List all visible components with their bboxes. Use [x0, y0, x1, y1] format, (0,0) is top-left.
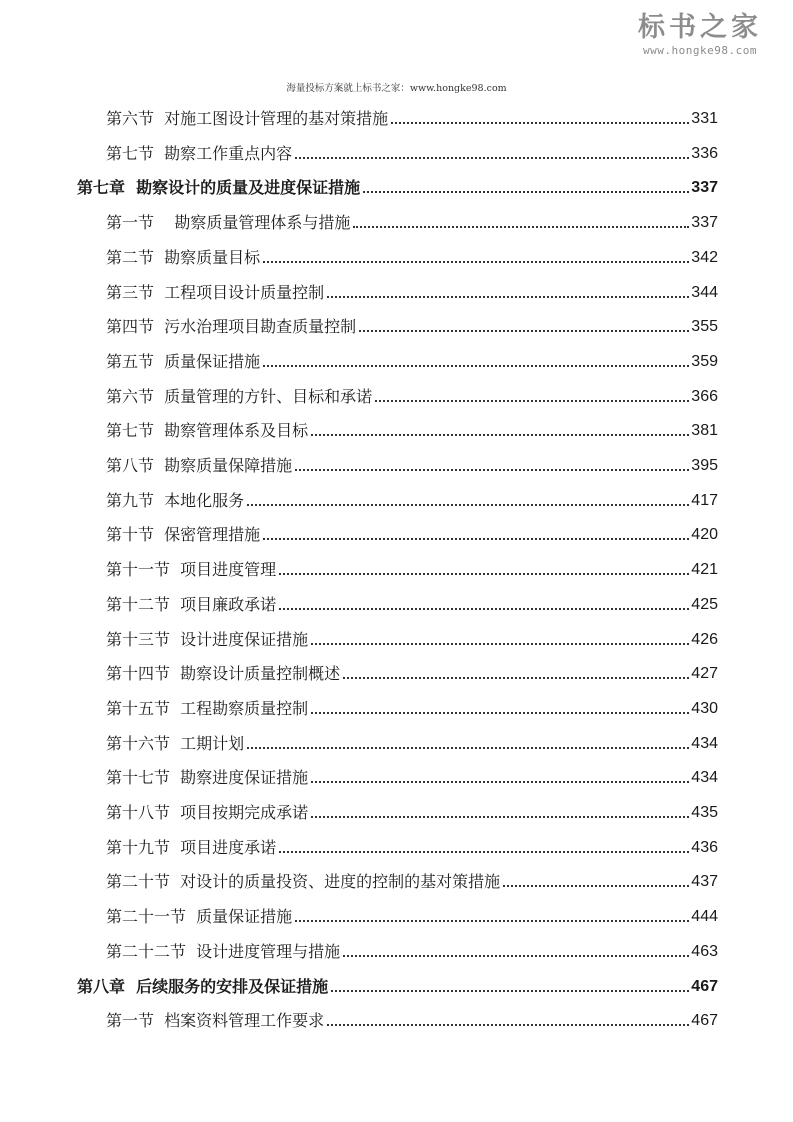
- toc-page-number: 467: [691, 977, 718, 995]
- toc-section-row[interactable]: [106, 653, 718, 685]
- toc-dot-leader: [311, 781, 689, 783]
- toc-page-number: 430: [691, 699, 718, 717]
- toc-dot-leader: [343, 955, 689, 957]
- toc-dot-leader: [295, 157, 689, 159]
- toc-page-number: 417: [691, 491, 718, 509]
- toc-dot-leader: [295, 469, 689, 471]
- toc-entry-title: 第三节 工程项目设计质量控制: [106, 282, 325, 302]
- toc-section-row[interactable]: [106, 619, 718, 651]
- toc-dot-leader: [353, 226, 689, 228]
- toc-entry-title: 第十三节 设计进度保证措施: [106, 629, 309, 649]
- toc-entry-title: 第二十一节 质量保证措施: [106, 907, 293, 927]
- toc-entry-title: 第十节 保密管理措施: [106, 525, 261, 545]
- toc-dot-leader: [331, 990, 689, 992]
- toc-chapter-row[interactable]: [77, 167, 718, 199]
- toc-entry-title: 第五节 质量保证措施: [106, 351, 261, 371]
- toc-page-number: 359: [691, 352, 718, 370]
- toc-page-number: 463: [691, 942, 718, 960]
- toc-entry-title: 第七节 勘察工作重点内容: [106, 143, 293, 163]
- toc-entry-title: 第六节 对施工图设计管理的基对策措施: [106, 109, 389, 128]
- toc-entry-title: 第四节 污水治理项目勘查质量控制: [106, 317, 357, 337]
- toc-entry-title: 第七章 勘察设计的质量及进度保证措施: [77, 178, 361, 198]
- toc-section-row[interactable]: [106, 272, 718, 304]
- toc-page-number: 336: [691, 144, 718, 162]
- toc-dot-leader: [311, 434, 689, 436]
- toc-section-row[interactable]: [106, 549, 718, 581]
- toc-entry-title: 第十四节 勘察设计质量控制概述: [106, 664, 341, 684]
- toc-section-row[interactable]: [106, 688, 718, 720]
- toc-section-row[interactable]: [106, 133, 718, 165]
- toc-page-number: 421: [691, 561, 718, 579]
- toc-page-number: 426: [691, 630, 718, 648]
- toc-entry-title: 第七节 勘察管理体系及目标: [106, 421, 309, 441]
- toc-section-row[interactable]: [106, 861, 718, 893]
- toc-page-number: 344: [691, 283, 718, 301]
- toc-entry-title: 第二十二节 设计进度管理与措施: [106, 941, 341, 961]
- toc-chapter-row[interactable]: [77, 966, 718, 998]
- toc-page-number: 437: [691, 873, 718, 891]
- toc-entry-title: 第十九节 项目进度承诺: [106, 837, 277, 857]
- toc-section-row[interactable]: [106, 896, 718, 928]
- toc-entry-title: 第十一节 项目进度管理: [106, 560, 277, 580]
- toc-dot-leader: [327, 296, 689, 298]
- toc-entry-title: 第二十节 对设计的质量投资、进度的控制的基对策措施: [106, 872, 501, 892]
- toc-dot-leader: [391, 122, 689, 124]
- toc-dot-leader: [247, 747, 689, 749]
- toc-page-number: 467: [691, 1012, 718, 1030]
- toc-page-number: 435: [691, 804, 718, 821]
- toc-section-row[interactable]: [106, 792, 718, 824]
- toc-page-number: 355: [691, 318, 718, 336]
- toc-entry-title: 第二节 勘察质量目标: [106, 247, 261, 267]
- toc-entry-title: 第一节 勘察质量管理体系与措施: [106, 213, 351, 233]
- toc-section-row[interactable]: [106, 827, 718, 859]
- toc-dot-leader: [279, 573, 689, 575]
- toc-page-number: 444: [691, 908, 718, 926]
- toc-entry-title: 第十五节 工程勘察质量控制: [106, 698, 309, 718]
- toc-entry-title: 第八节 勘察质量保障措施: [106, 456, 293, 475]
- toc-dot-leader: [279, 851, 689, 853]
- toc-page-number: 420: [691, 526, 718, 544]
- toc-page-number: 434: [691, 769, 718, 787]
- toc-page-number: 342: [691, 248, 718, 266]
- toc-page-number: 436: [691, 838, 718, 856]
- toc-dot-leader: [263, 365, 689, 367]
- toc-section-row[interactable]: [106, 514, 718, 546]
- toc-dot-leader: [363, 191, 689, 193]
- toc-entry-title: 第十七节 勘察进度保证措施: [106, 768, 309, 788]
- toc-section-row[interactable]: [106, 410, 718, 442]
- toc-dot-leader: [279, 608, 689, 610]
- toc-section-row[interactable]: [106, 723, 718, 755]
- toc-section-row[interactable]: [106, 480, 718, 512]
- toc-dot-leader: [311, 643, 689, 645]
- toc-entry-title: 第十六节 工期计划: [106, 733, 245, 753]
- site-banner: 海量投标方案就上标书之家：www.hongke98.com: [286, 83, 507, 94]
- toc-page-number: 425: [691, 595, 718, 613]
- toc-dot-leader: [327, 1024, 689, 1026]
- toc-section-row[interactable]: [106, 1000, 718, 1032]
- toc-dot-leader: [295, 920, 689, 922]
- site-logo: [625, 12, 775, 58]
- toc-entry-title: 第十二节 项目廉政承诺: [106, 594, 277, 614]
- toc-section-row[interactable]: [106, 584, 718, 616]
- toc-entry-title: 第十八节 项目按期完成承诺: [106, 803, 309, 822]
- toc-dot-leader: [311, 712, 689, 714]
- toc-section-row[interactable]: [106, 757, 718, 789]
- toc-section-row[interactable]: [106, 202, 718, 234]
- toc-dot-leader: [359, 330, 689, 332]
- toc-entry-title: 第八章 后续服务的安排及保证措施: [77, 976, 329, 996]
- toc-entry-title: 第九节 本地化服务: [106, 490, 245, 510]
- toc-page-number: 337: [691, 214, 718, 232]
- toc-section-row[interactable]: [106, 931, 718, 963]
- toc-section-row[interactable]: [106, 237, 718, 269]
- toc-section-row[interactable]: [106, 445, 718, 477]
- toc-entry-title: 第一节 档案资料管理工作要求: [106, 1011, 325, 1031]
- toc-dot-leader: [311, 816, 689, 818]
- toc-dot-leader: [503, 885, 689, 887]
- toc-page-number: 381: [691, 422, 718, 440]
- toc-section-row[interactable]: [106, 341, 718, 373]
- toc-page-number: 434: [691, 734, 718, 752]
- logo-title: 标书之家: [638, 12, 762, 43]
- toc-page-number: 366: [691, 387, 718, 405]
- toc-page-number: 331: [691, 110, 718, 127]
- toc-dot-leader: [343, 677, 689, 679]
- toc-dot-leader: [247, 504, 689, 506]
- toc-section-row[interactable]: [106, 306, 718, 338]
- toc-dot-leader: [375, 400, 689, 402]
- toc-dot-leader: [263, 261, 689, 263]
- toc-dot-leader: [263, 538, 689, 540]
- logo-url: www.hongke98.com: [643, 44, 757, 57]
- toc-section-row[interactable]: [106, 376, 718, 408]
- toc-page-number: 395: [691, 457, 718, 474]
- toc-entry-title: 第六节 质量管理的方针、目标和承诺: [106, 386, 373, 406]
- toc-page-number: 337: [691, 179, 718, 197]
- toc-page-number: 427: [691, 665, 718, 683]
- toc-section-row[interactable]: [106, 98, 718, 130]
